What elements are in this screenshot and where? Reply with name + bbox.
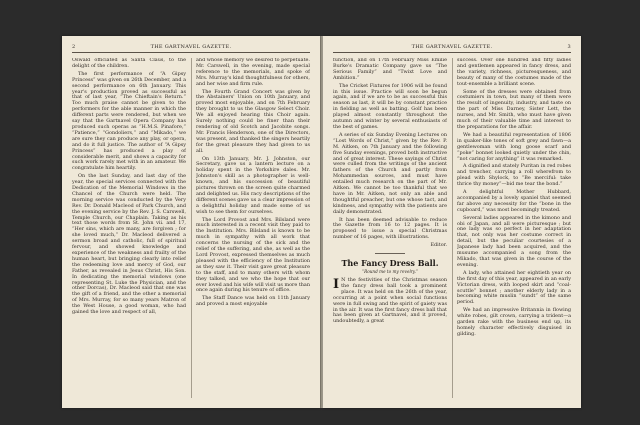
paragraph: The Lord Provost and Mrs. Bilsland were much interested in a recent visit they paid to the Institution. Mrs. Bilsland is known to be much in sympathy with all work that concerns the nursing of the sick and the relief of the suffering, and she, as well as the Lord Provost, expressed themselves as much pleased with the efficiency of the Institution as they saw it. Their visit gave great pleasure to the staff, and to many others with whom they talked, and we who the hope that our ever loved and his wife will visit us more than once again during his tenure of office. xyxy=(196,216,310,294)
divider xyxy=(375,253,405,254)
paragraph: The first performance of “A Gipsy Princess” was given on 26th December, and a second performance on 6th January. This year's production proved as successful as that of last year, “The Chieftain's Return.” Too much praise cannot be given to the performers for the able manner in which the different parts were rendered, but when we say that the Gartnavel Opera Company has produced such operas as “H.M.S. Pinafore,” “Patience,” “Gondoliers,” and “Mikado,” we are sure they can produce any play, or opera, and do it full justice. The author of “A Gipsy Princess” has produced a play of considerable merit, and shows a capacity for such work rarely met with in an amateur. We congratulate him heartily. xyxy=(72,70,186,172)
paragraph: The Staff Dance was held on 11th January and proved a most enjoyable xyxy=(196,295,310,308)
running-title-right: THE GARTNAVEL GAZETTE. xyxy=(411,44,493,50)
paragraph: A series of six Sunday Evening Lectures on “Lost Words of Christ,” given by the Rev. P. M. Aitken, on 7th January and the following five Sunday evenings, proved both instructive and of great interest. These sayings of Christ were culled from the writings of the ancient fathers of the Church and partly from Mohammedan sources, and must have entailed much research on the part of Mr. Aitken. We cannot be too thankful that we have in Mr. Aitken, not only an able and thoughtful preacher, but one whose tact, and kindness, and sympathy with the patients are daily demonstrated. xyxy=(333,131,447,215)
paragraph: On 13th January, Mr. J. Johnston, our Secretary, gave us a lantern lecture on a holiday spent in the Yorkshire dales. Mr. Johnston's skill as a photographer is well-known, and his succession of beautiful pictures thrown on the screen quite charmed and delighted us. His racy descriptions of the different scenes gave us a clear impression of a delightful holiday and made some of us wish to see them for ourselves. xyxy=(196,155,310,215)
drop-cap: I xyxy=(333,277,340,292)
paragraph: Some of the dresses were obtained from costumiers in town, but many of them were the result of ingenuity, industry, and taste on the part of Miss Darney, Sister Lett, the nurses, and Mr. Smith, who must have given much of their valuable time and interest to the preparations for the affair. xyxy=(457,88,571,130)
paragraph: Oswald officiated as Santa Claus, to the delight of the children. xyxy=(72,58,186,69)
paragraph xyxy=(333,278,447,325)
paragraph: A dignified and stately Puritan in red robes and trencher, carrying a roll wherefrom to plead with Shylock, to “Be merciful: take thrice thy money”—bid me tear the bond.” xyxy=(457,163,571,188)
right-column-2 xyxy=(457,58,571,398)
page-number-left: 2 xyxy=(72,44,76,50)
paragraph: The Fourth Grand Concert was given by the Abstainers' Union on 10th January, and proved most enjoyable, and on 7th February they brought to us the Glasgow Select Choir. We all enjoyed hearing this Choir again. Surely nothing could be finer than their rendering of old Scotch and Jacobite songs. Mr. Francis Henderson, one of the Directors, was present, and thanked the singers heartily for the great pleasure they had given to us all. xyxy=(196,88,310,154)
paragraph: Several ladies appeared in the kimono and obi of Japan, and all were picturesque ; but one lady was so perfect in her adaptation that, not only was her costume correct in detail, but the peculiar courtesies of a Japanese lady had been acquired, and the musume accompanied a song from the Mikado, that was given in the course of the evening. xyxy=(457,214,571,268)
right-column-1 xyxy=(333,58,447,398)
right-page xyxy=(323,36,581,408)
article-epigraph: “Round me to my revelry.” xyxy=(361,269,419,275)
paragraph: A delightful Mother Hubbard, accompanied by a lovely spaniel that seemed far above any necessity for the “bone in the cupboard,” was most becomingly treated. xyxy=(457,189,571,213)
paragraph: success. Over one hundred and fifty ladies and gentlemen appeared in fancy dress, and the variety, richness, picturesqueness, and beauty of many of the costumes made of the tout-ensemble a brilliant scene. xyxy=(457,58,571,87)
running-head-right xyxy=(333,44,571,53)
paragraph: function, and on 17th February Miss Emilie Burke's Dramatic Company gave us “The Serious Family” and “Twixt Love and Ambition.” xyxy=(333,58,447,81)
paragraph: On the last Sunday, and last day of the year, the special services connected with the Dedication of the Memorial Windows in the Chancel of the Church were held. The morning service was conducted by the Very Rev. Dr. Donald Macleod of Park Church, and the evening service by the Rev. J. S. Carswell, Temple Church, our Chaplain. Taking as his text those words from St. John vii. and 17, “Her sins, which are many, are forgiven ; for she loved much,” Dr. Macleod delivered a sermon broad and catholic, full of spiritual fervour, and showed knowledge and experience of the weakness and frailty of the human heart, but bringing clearly into relief the redeeming love and mercy of God, our Father, as revealed in Jesus Christ, His Son. In dedicating the memorial windows (one representing St. Luke the Physician, and the other Dorcas), Dr. Macleod said that one was the gift of a friend, and the other a memorial of Mrs. Murray, for so many years Matron of the West House, a good woman, who had gained the love and respect of all, xyxy=(72,173,186,316)
paragraph: The Cricket Fixtures for 1906 will be found in this issue. Practice will soon be begun again, and if we are to be as successful this season as last, it will be by constant practice in fielding as well as batting. Golf has been played almost constantly throughout the autumn and winter by several enthusiasts of the best of games. xyxy=(333,82,447,130)
running-head-left xyxy=(72,44,310,53)
paragraph: It has been deemed advisable to reduce the Gazette from 16 to 12 pages. It is proposed to issue a special Christmas number of 16 pages, with illustrations. xyxy=(333,216,447,241)
page-number-right: 3 xyxy=(567,44,571,50)
article-headline: The Fancy Dress Ball. xyxy=(341,258,439,269)
paragraph: A lady, who attained her eightieth year on the first day of this year, appeared in an early Victorian dress, with looped skirt and “coal-scuttle” bonnet ; another elderly lady in a becoming white muslin “sundt” of the same period. xyxy=(457,269,571,306)
left-page xyxy=(62,36,320,408)
editor-signature: Editor. xyxy=(430,242,447,249)
running-title-left: THE GARTNAVEL GAZETTE. xyxy=(150,44,232,50)
paragraph: and whose memory we desired to perpetuate. Mr. Carswell, in the evening, made special reference to the memorials, and spoke of Mrs. Murray's kind thoughtfulness for others, and her wise and firm rule. xyxy=(196,58,310,87)
left-column-1 xyxy=(72,58,186,398)
paragraph: We had a beautiful representation of 1806 in quaker-like tones of soft grey and fawn—a gentlewoman with long goose scarf and “poke” bonnet looked quietly under the chin, “not caring for anything” it was remarked. xyxy=(457,131,571,162)
column-rule xyxy=(191,58,192,398)
paragraph-text: N the festivities of the Christmas season the fancy dress ball took a prominent place. It was held on the 26th of the year, occurring at a point when social functions were in full swing and the spirit of gaiety was in the air. It was the first fancy dress ball that has been given at Gartnavel, and it proved, undoubtedly, a great xyxy=(333,277,447,325)
paragraph: We had an impressive Britannia in flowing white robes, gilt crown, carrying a trident—a garden rake with the business end up, its homely character effectively disguised in gilding. xyxy=(457,307,571,337)
left-column-2 xyxy=(196,58,310,398)
column-rule xyxy=(452,58,453,398)
